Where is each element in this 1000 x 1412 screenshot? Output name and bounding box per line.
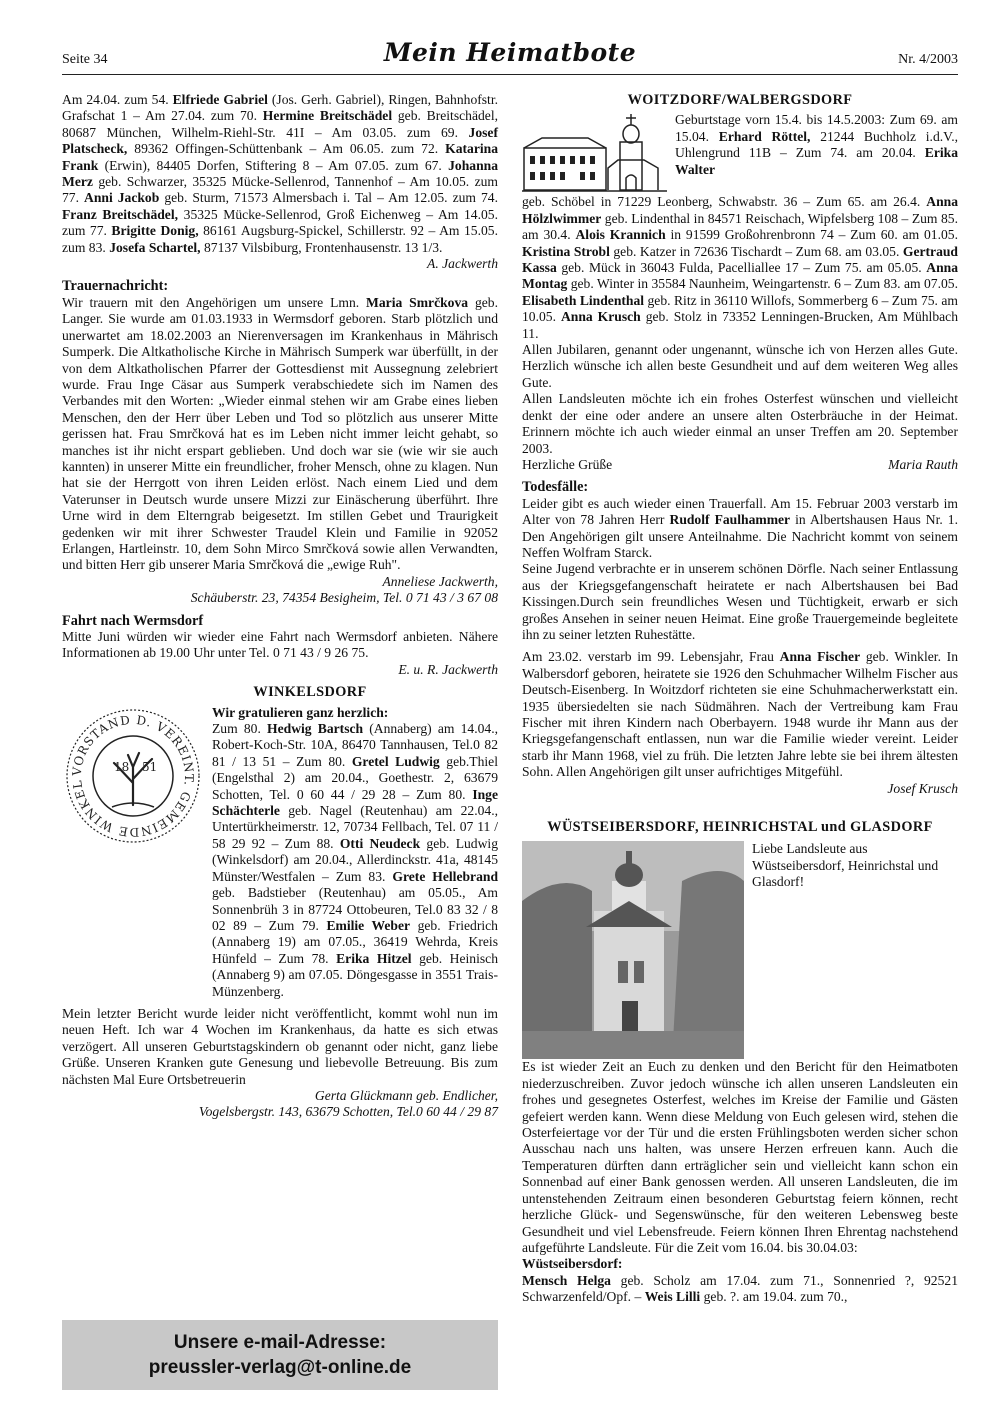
fahrt-text: Mitte Juni würden wir wieder eine Fahrt nach Wermsdorf anbieten. Nähere Informationen ab 19.00 Uhr unter Tel. 0 71 43 / 9 26 75. [62, 629, 498, 661]
svg-text:51: 51 [142, 759, 158, 774]
birthday-list-intro: Am 24.04. zum 54. Elfriede Gabriel (Jos. Gerh. Gabriel), Ringen, Bahnhofstr. Grafschat 1 – Am 27.04. zum 70. Hermine Breitschädel geb. Breitschädel, 80687 München, Wilhelm-Riehl-Str. 41I – Am 03.05. zum 69. Josef Platscheck, 89362 Offingen-Schüttenbank – Am 06.05. zum 72. Katarina Frank (Erwin), 84405 Dorfen, Stiftering 8 – Am 07.05. zum 67. Johanna Merz geb. Schwarzer, 35325 Mücke-Sellenrod, Tannenhof – Am 10.05. zum 77. Anni Jackob geb. Sturm, 71573 Almersbach i. Tal – Am 12.05. zum 74. Franz Breitschädel, 35325 Mücke-Sellenrod, Groß Eichenweg – Am 14.05. zum 77. Brigitte Donig, 86161 Augsburg-Spickel, Schillerstr. 92 – Am 15.05. zum 83. Josefa Schartel, 87137 Vilsbiburg, Frontenhausenstr. 13 1/3. [62, 92, 499, 255]
intro-signature: A. Jackwerth [427, 256, 498, 272]
fahrt-signature: E. u. R. Jackwerth [398, 661, 498, 677]
winkelsdorf-subhead: Wir gratulieren ganz herzlich: [212, 704, 389, 720]
seal-image [62, 705, 204, 847]
woitzdorf-title: WOITZDORF/WALBERGSDORF [627, 92, 853, 108]
trauer-signature: Anneliese Jackwerth, [382, 573, 498, 589]
winkelsdorf-note: Mein letzter Bericht wurde leider nicht veröffentlicht, kommt wohl nun im neuen Heft. Ich war 4 Wochen im Krankenhaus, da hatte es sich etwas verzögert. All unseren Geburtstagskindern ob genannt oder nicht, ganz liebe Grüße. Unseren Kranken gute Genesung und liebevolle Betreuung. Bis zum nächsten Mal Eure Ortsbetreuerin [62, 1005, 498, 1087]
email-address[interactable]: preussler-verlag@t-online.de [148, 1357, 412, 1378]
todes-text-1: Leider gibt es auch wieder einen Trauerfall. Am 15. Februar 2003 verstarb im Alter von 78 Jahren Herr Rudolf Faulhammer in Albertshausen Haus Nr. 1. Den Angehörigen gilt unsere Anteilnahme. Die Nachricht kommt von seinem Neffen Wolfram Starck. [522, 495, 958, 560]
woitzdorf-easter: Allen Landsleuten möchte ich ein frohes Osterfest wünschen und vielleicht denkt der eine oder andere an unsere alten Osterbräuche in der Heimat. Erinnern möchte ich auch wieder einmal an unser Treffen am 20. September 2003. [522, 391, 958, 456]
todes-heading: Todesfälle: [522, 479, 589, 496]
right-column [522, 92, 958, 1306]
church-photo [522, 841, 744, 1059]
todes-text-2: Seine Jugend verbrachte er in unserem schönen Dörfle. Nach seiner Entlassung aus der Kriegsgefangenschaft heiratete er nach Albertshausen bei Bad Kissingen.Durch sein freundliches Wesen und Tüchtigkeit, erwarb er sich großes Ansehen in seiner neuen Heimat. Eine große Trauergemeinde begleitete ihn zu seiner letzten Ruhestätte. [522, 561, 958, 642]
fahrt-heading: Fahrt nach Wermsdorf [62, 612, 204, 629]
greeting: Herzliche Grüße [522, 456, 613, 472]
church-icon [522, 112, 667, 194]
svg-text:VORSTAND D. VEREINT. GEMEINDE: VORSTAND D. VEREINT. GEMEINDE WINKEL [69, 712, 197, 839]
winkelsdorf-address: Vogelsbergstr. 143, 63679 Schotten, Tel.0 60 44 / 29 87 [198, 1104, 498, 1120]
svg-text:18: 18 [114, 759, 130, 774]
woitzdorf-signature: Maria Rauth [888, 456, 958, 472]
winkelsdorf-block [62, 705, 498, 1000]
trauer-text: Wir trauern mit den Angehörigen um unsere Lmn. Maria Smrčkova geb. Langer. Sie wurde am 01.03.1933 in Wermsdorf geboren. Starb plötzlich und unerwartet am 18.02.2003 an Nierenversagen im Krankenhaus in Mährisch Sumperk. Die Altkatholische Kirche in Mährisch Sumperk war überfüllt, in der von dem Altkatholischen Pfarrer der Gottesdienst mit Aussegnung zelebriert wurde. Frau Inge Cäsar aus Sumperk verabschiedete sich im Namen des Verbandes mit den Worten: „Wieder einmal stehen wir am Grabe eines lieben Menschen, den der Herr über Leben und Tod so plötzlich aus unserer Mitte gerissen hat. Frau Smrčková hat es im Leben nicht immer leicht gehabt, so manches ist ihr nicht erspart geblieben. Und doch war sie (wie wir sie auch kannten) in unserer Mitte ein freundlicher, froher Mensch, ohne zu klagen. Nun hat sie der Herrgott von ihren Leiden erlöst. Nach einem Lied und dem Vaterunser in Deutsch wurde unsere Mizzi zur Einäscherung überführt. Ihre Urne wird in dem Elterngrab beigesetzt. Im stillen Gebet und Traurigkeit gedenken wir mit ihrer Schwester Traudel Klein und Familie in 92052 Erlangen, Hartleinstr. 10, dem Sohn Mirco Smrčková sowie allen Verwandten, und bitten Herr gib unserer Maria Smrčková die „ewige Ruh". [62, 294, 498, 573]
wuest-block [522, 841, 958, 1059]
woitzdorf-birthdays-head: Geburtstage vorn 15.4. bis 14.5.2003: Zum 69. am 15.04. Erhard Röttel, 21244 Buchholz i.d.V., Uhlengrund 11B – Zum 74. am 20.04. Erika Walter [675, 112, 959, 177]
church-illustration [522, 112, 667, 194]
winkelsdorf-signature: Gerta Glückmann geb. Endlicher, [314, 1087, 498, 1103]
woitzdorf-block [522, 112, 958, 194]
woitzdorf-wishes: Allen Jubilaren, genannt oder ungenannt, wünsche ich von Herzen alles Gute. Herzlich wünsche ich allen beste Gesundheit und auf dem weiteren Weg alles Gute. [522, 342, 958, 390]
wuest-birthdays: Mensch Helga geb. Scholz am 17.04. zum 71., Sonnenried ?, 92521 Schwarzenfeld/Opf. – Weis Lilli geb. ?. am 19.04. zum 70., [522, 1272, 958, 1305]
woitzdorf-closing [522, 457, 958, 473]
issue-number: Nr. 4/2003 [898, 52, 958, 67]
church-photo-image [522, 841, 744, 1059]
page-header [62, 38, 958, 74]
wuest-greeting: Liebe Landsleute aus Wüstseibersdorf, Heinrichstal und Glasdorf! [752, 841, 939, 890]
email-label: Unsere e-mail-Adresse: [173, 1332, 387, 1353]
left-column [62, 92, 498, 1121]
page-number: Seite 34 [62, 52, 108, 67]
winkelsdorf-birthdays: Zum 80. Hedwig Bartsch (Annaberg) am 14.04., Robert-Koch-Str. 10A, 86470 Tannhausen, Tel.0 82 81 / 13 51 – Zum 80. Gretel Ludwig geb.Thiel (Engelsthal 2) am 20.04., Goethestr. 2, 63679 Schotten, Tel. 0 60 44 / 29 28 – Zum 80. Inge Schächterle geb. Nagel (Reutenhau) am 22.04., Untertürkheimerstr. 12, 70734 Fellbach, Tel. 07 11 / 58 29 92 – Zum 88. Otti Neudeck geb. Ludwig (Winkelsdorf) am 20.04., Allerdinckstr. 41a, 48145 Münster/Westfalen – Zum 83. Grete Hellebrand geb. Badstieber (Reutenhau) am 05.05., Am Sonnenbrüh 3 in 87724 Ottobeuren, Tel.0 83 32 / 8 02 89 – Zum 79. Emilie Weber geb. Friedrich (Annaberg 19) am 07.05., 36419 Wehrda, Kreis Hünfeld – Zum 78. Erika Hitzel geb. Heinisch (Annaberg 9) am 07.05. Döngesgasse in 3551 Trais-Münzenberg. [212, 721, 499, 999]
wuest-text: Es ist wieder Zeit an Euch zu denken und den Bericht für den Heimatboten niederzuschreiben. Zuvor jedoch wünsche ich allen unseren Landsleuten ein frohes und gesegnetes Osterfest, welches im Kreise der Familie und Gästen gefeiert werden kann. Wenn diese Meldung von Euch gelesen wird, stehen die Osterfeiertage vor der Tür und die ersten Frühlingsboten werden sicher schon Ausschau nach uns halten, was unsere Herzen erfreuen kann. Auch die Temperaturen dürften dann erträglicher sein und vielleicht kann schon ein Sonnenbad auf einer Bank genossen werden. All unseren Landsleuten, die im untenstehenden Zeitraum einen besonderen Geburtstag feiern können, recht herzliche Glück- und Segenswünsche, für den weiteren Lebensweg beste Gesundheit und viel Lebensfreude. Feiern können Ihren Ehrentag nachstehend aufgeführte Landsleute. Für die Zeit vom 16.04. bis 30.04.03: [522, 1059, 958, 1255]
trauer-address: Schäuberstr. 23, 74354 Besigheim, Tel. 0 71 43 / 3 67 08 [190, 590, 498, 606]
wuest-subhead: Wüstseibersdorf: [522, 1256, 623, 1272]
todes-text-3: Am 23.02. verstarb im 99. Lebensjahr, Frau Anna Fischer geb. Winkler. In Walbersdorf geboren, heiratete sie 1926 den Schuhmacher Wilhelm Fischer aus Deutsch-Eisenberg. In Woitzdorf richteten sie eine Schuhmacherwerkstatt ein. 1935 übersiedelten sie nach Südmähren. Nach der Vertreibung kam Frau Fischer mit ihren Kindern nach Oberbayern. 1948 wurde ihr Mann aus der Kriegsgefangenschaft entlassen, nun war die Familie wieder vereint. Leider starb ihr Mann 1968, viel zu früh. Die letzten Jahre lebte sie bei ihrem ältesten Sohn. Allen Angehörigen gilt unser aufrichtiges Mitgefühl. [522, 649, 958, 780]
wuest-title: WÜSTSEIBERSDORF, HEINRICHSTAL und GLASDORF [547, 819, 933, 836]
masthead: Mein Heimatbote [383, 38, 637, 67]
todes-signature: Josef Krusch [887, 780, 958, 796]
trauer-heading: Trauernachricht: [62, 278, 169, 295]
community-seal [62, 705, 204, 847]
winkelsdorf-title: WINKELSDORF [253, 684, 367, 701]
header-rule [62, 74, 958, 75]
email-banner [62, 1320, 498, 1390]
woitzdorf-birthdays: geb. Schöbel in 71229 Leonberg, Schwabstr. 36 – Zum 65. am 26.4. Anna Hölzlwimmer geb. Lindenthal in 84571 Reischach, Wipfelsberg 108 – Zum 85. am 30.4. Alois Krannich in 91599 Großohrenbronn 74 – Zum 60. am 01.05. Kristina Strobl geb. Katzer in 72636 Tischardt – Zum 68. am 03.05. Gertraud Kassa geb. Mück in 36043 Fulda, Pacelliallee 17 – Zum 75. am 05.05. Anna Montag geb. Winter in 35584 Naunheim, Weingartenstr. 6 – Zum 83. am 07.05. Elisabeth Lindenthal geb. Ritz in 36110 Willofs, Sommerberg 6 – Zum 75. am 10.05. Anna Krusch geb. Stolz in 73352 Lenningen-Brucken, Am Mühlbach 11. [522, 194, 958, 341]
